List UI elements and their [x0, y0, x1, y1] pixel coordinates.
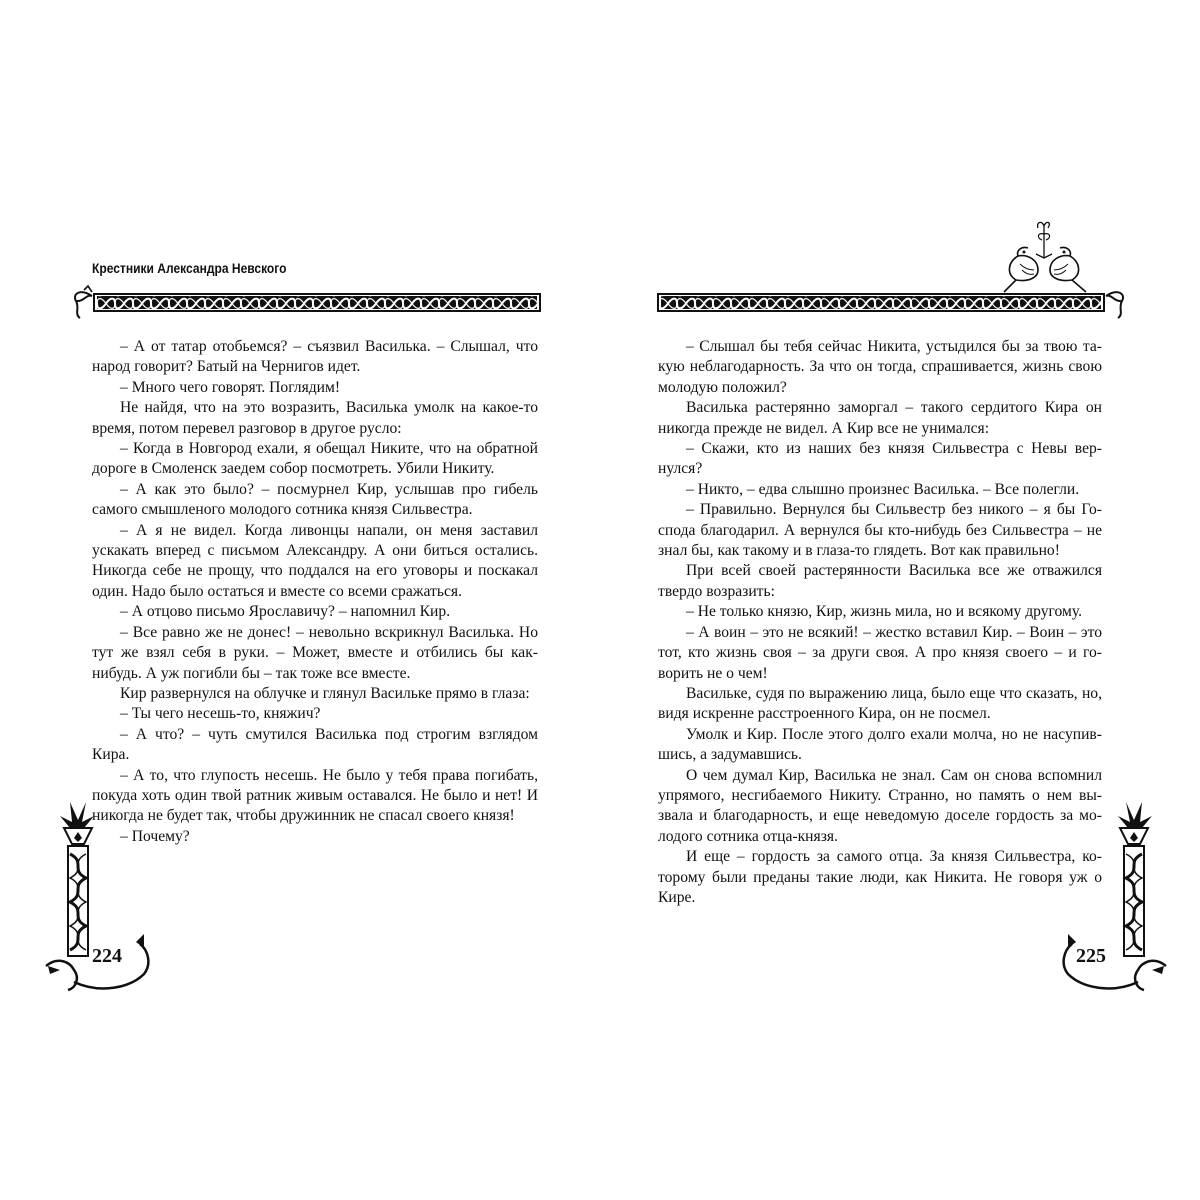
- paragraph: – Правильно. Вернулся бы Сильвестр без никого – я бы Господа благодарил. А вернулся бы кто-нибудь без Сильвестра – не знал бы, как такому и в глаза-то глядеть. Вот как правильно!: [658, 501, 1102, 560]
- paragraph: – Ты чего несешь-то, княжич?: [120, 705, 321, 723]
- page-number-right: 225: [1076, 945, 1106, 967]
- paragraph: О чем думал Кир, Василька не знал. Сам он снова вспомнил упрямого, несгибаемого Никиту. Странно, но память о нем вызвала и благодарность, и еще неведомую доселе гордость за молодого сотника отца-князя.: [658, 766, 1102, 845]
- paragraph: – Много чего говорят. Поглядим!: [120, 378, 341, 396]
- paragraph: Васильке, судя по выражению лица, было еще что сказать, но, видя искренне расстроенного Кира, он не посмел.: [658, 684, 1102, 723]
- paragraph: – А воин – это не всякий! – жестко вставил Кир. – Воин – это тот, кто жизнь своя – за други своя. А про князя своего – и говорить не о чем!: [658, 623, 1102, 682]
- page-number-left: 224: [92, 945, 122, 967]
- paragraph: – А от татар отобьемся? – съязвил Василька. – Слышал, что народ говорит? Батый на Чернигов идет.: [92, 338, 538, 376]
- paragraph: – Слышал бы тебя сейчас Никита, устыдился бы за твою такую неблагодарность. За что он тогда, спрашивается, жизнь свою молодую положил?: [658, 338, 1102, 396]
- running-head: Крестники Александра Невского: [92, 260, 287, 276]
- paragraph: – А то, что глупость несешь. Не было у тебя права погибать, покуда хоть один твой ратник живым оставался. Не было и нет! И никогда не будет так, чтобы дружинник не спасал своего князя!: [92, 766, 538, 825]
- left-ornamental-band: [70, 284, 550, 324]
- birds-ornament-icon: [998, 218, 1118, 303]
- paragraph: – Не только князю, Кир, жизнь мила, но и всякому другому.: [686, 603, 1083, 621]
- paragraph: – Все равно же не донес! – невольно вскрикнул Василька. Но тут же взял себя в руки. – Может, вместе и отбились бы как-нибудь. А уж погибли бы – так тоже все вместе.: [92, 623, 538, 682]
- paragraph: – А отцово письмо Ярославичу? – напомнил Кир.: [120, 603, 451, 621]
- paragraph: – Когда в Новгород ехали, я обещал Никите, что на обратной дороге в Смоленск заедем собор посмотреть. Убили Никиту.: [92, 440, 538, 478]
- paragraph: – А как это было? – посмурнел Кир, услышав про гибель самого смышленого молодого сотника князя Сильвестра.: [92, 480, 538, 519]
- paragraph: Умолк и Кир. После этого долго ехали молча, но не насупившись, а задумавшись.: [658, 725, 1102, 764]
- paragraph: Кир развернулся на облучке и глянул Васильке прямо в глаза:: [120, 684, 530, 702]
- paragraph: – Почему?: [120, 827, 190, 845]
- paragraph: – А что? – чуть смутился Василька под строгим взглядом Кира.: [92, 725, 538, 764]
- paragraph: И еще – гордость за самого отца. За князя Сильвестра, которому были преданы такие люди, как Никита. Не говоря уж о Кире.: [658, 848, 1102, 906]
- paragraph: При всей своей растерянности Василька все же отважился твердо возразить:: [658, 562, 1102, 600]
- paragraph: Не найдя, что на это возразить, Василька умолк на какое-то время, потом перевел разговор в другое русло:: [92, 399, 538, 437]
- paragraph: – Скажи, кто из наших без князя Сильвестра с Невы вернулся?: [658, 440, 1102, 478]
- right-page-text: [658, 337, 1102, 908]
- paragraph: – А я не видел. Когда ливонцы напали, он меня заставил ускакать вперед с письмом Александру. А они биться остались. Никогда себе не прощу, что поддался на его уговоры и поскакал один. Надо было остаться и вместе со всеми сражаться.: [92, 521, 538, 600]
- left-page-text: [92, 337, 538, 847]
- paragraph: Василька растерянно заморгал – такого сердитого Кира он никогда прежде не видел. А Кир все не унимался:: [658, 399, 1102, 437]
- paragraph: – Никто, – едва слышно произнес Василька. – Все полегли.: [686, 480, 1080, 498]
